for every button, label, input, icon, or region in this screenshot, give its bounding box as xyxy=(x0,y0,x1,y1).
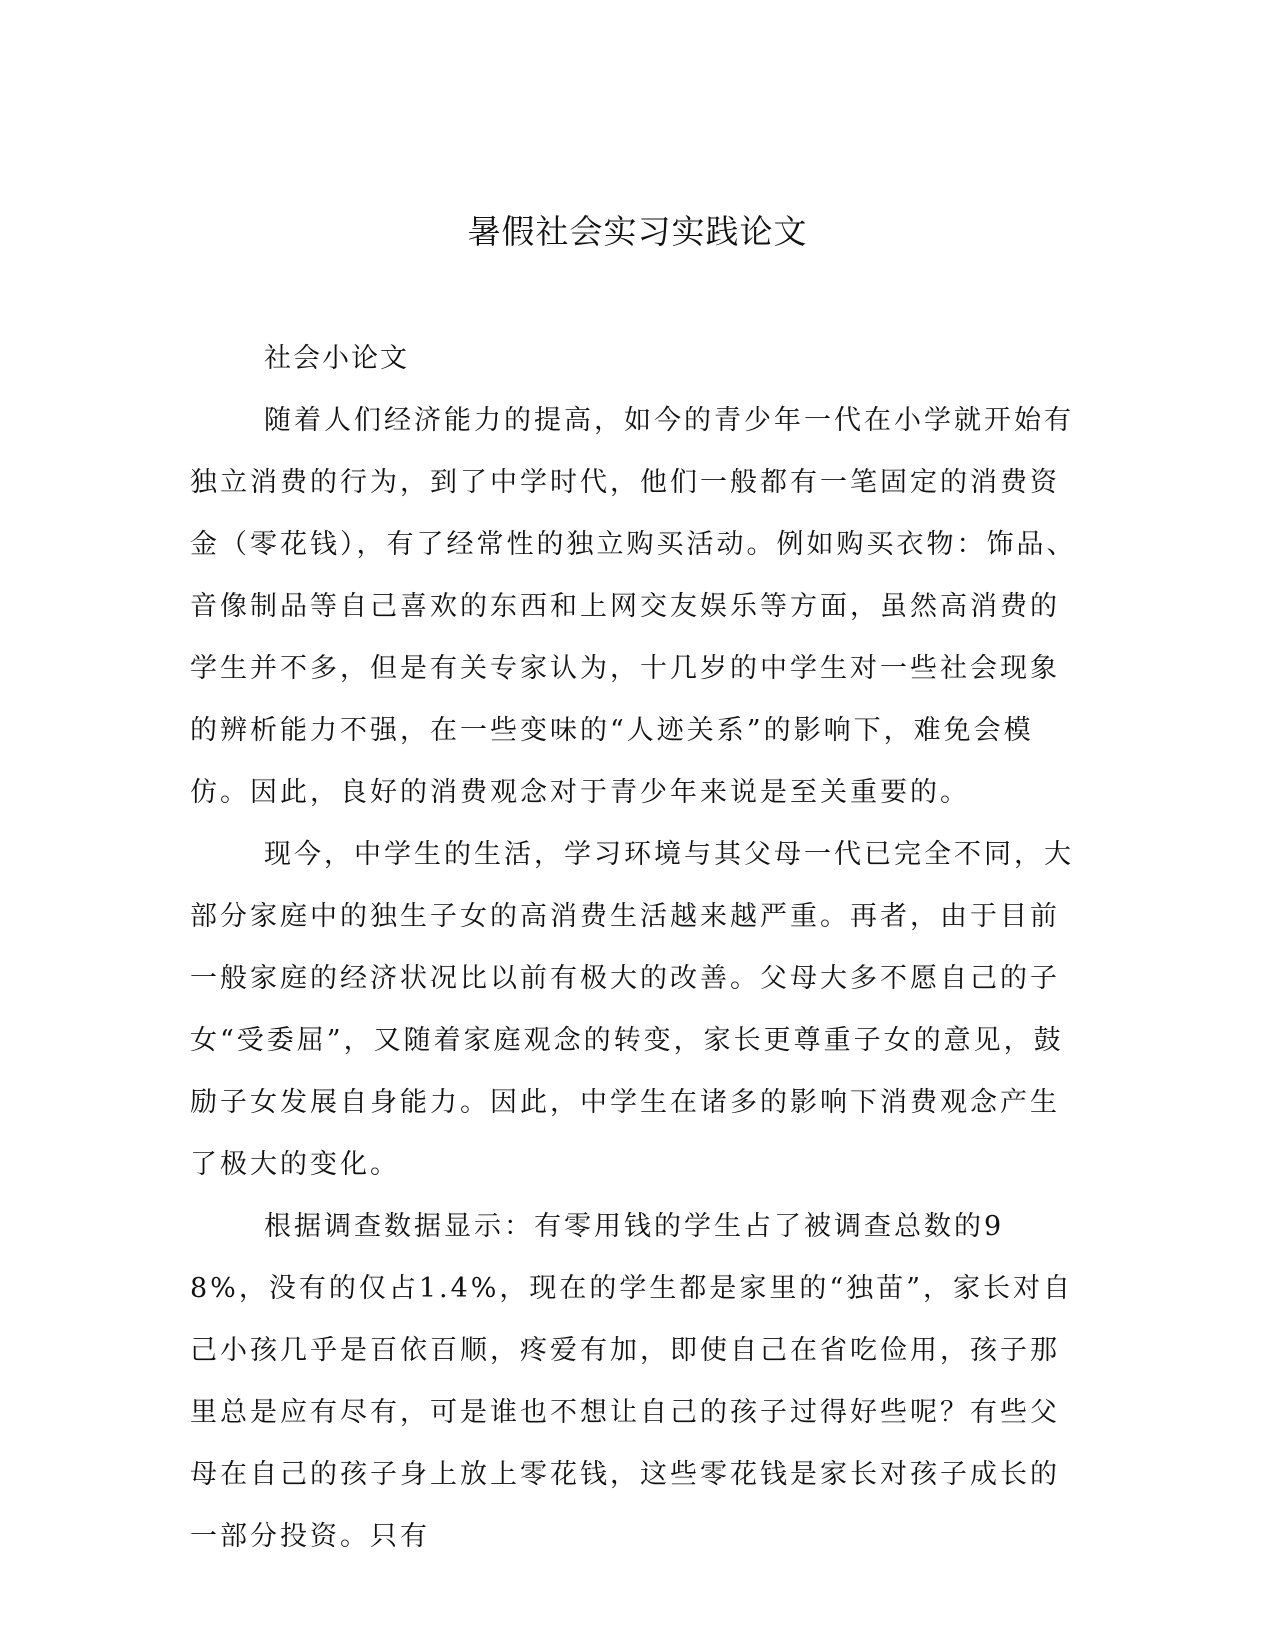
paragraph-2: 现今，中学生的生活，学习环境与其父母一代已完全不同，大部分家庭中的独生子女的高消费生活越来越严重。再者，由于目前一般家庭的经济状况比以前有极大的改善。父母大多不愿自己的子女“受委屈”，又随着家庭观念的转变，家长更尊重子女的意见，鼓励子女发展自身能力。因此，中学生在诸多的影响下消费观念产生了极大的变化。 xyxy=(190,839,1074,1180)
document-title: 暑假社会实习实践论文 xyxy=(467,212,808,251)
paragraph-3: 根据调查数据显示：有零用钱的学生占了被调查总数的98%，没有的仅占1.4%，现在的学生都是家里的“独苗”，家长对自己小孩几乎是百依百顺，疼爱有加，即使自己在省吃俭用，孩子那里总是应有尽有，可是谁也不想让自己的孩子过得好些呢？有些父母在自己的孩子身上放上零花钱，这些零花钱是家长对孩子成长的一部分投资。只有 xyxy=(190,1211,1074,1552)
document-body xyxy=(190,328,1080,1568)
paragraph-1: 随着人们经济能力的提高，如今的青少年一代在小学就开始有独立消费的行为，到了中学时代，他们一般都有一笔固定的消费资金（零花钱），有了经常性的独立购买活动。例如购买衣物：饰品、音像制品等自己喜欢的东西和上网交友娱乐等方面，虽然高消费的学生并不多，但是有关专家认为，十几岁的中学生对一些社会现象的辨析能力不强，在一些变味的“人迹关系”的影响下，难免会模仿。因此，良好的消费观念对于青少年来说是至关重要的。 xyxy=(190,405,1077,808)
section-heading: 社会小论文 xyxy=(264,343,409,374)
